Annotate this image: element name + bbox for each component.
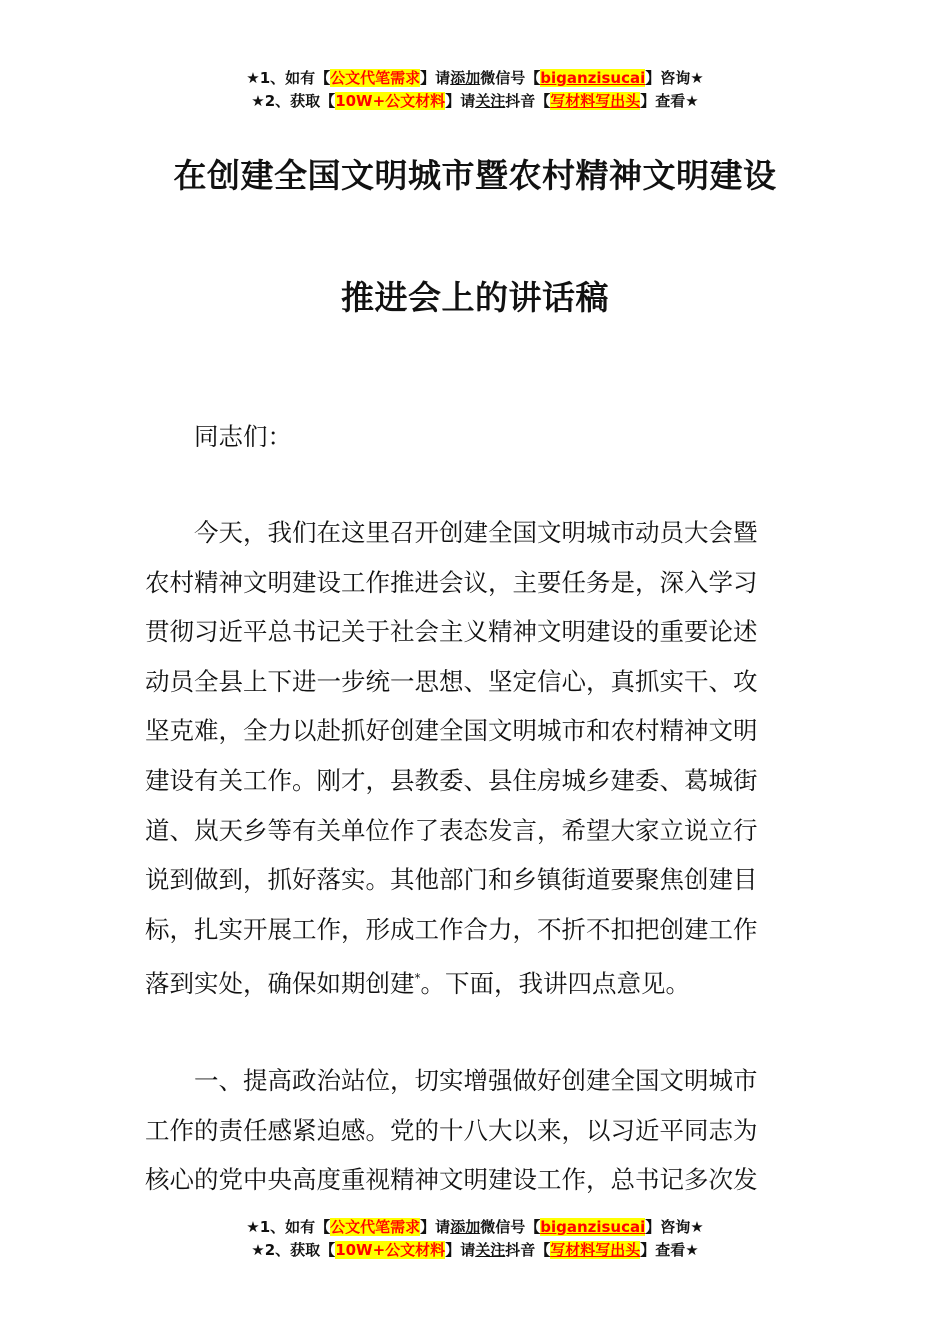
highlight-materials: 10W+公文材料	[335, 92, 446, 110]
document-title-line-1: 在创建全国文明城市暨农村精神文明建设	[173, 156, 777, 195]
paragraph-2	[145, 1056, 810, 1205]
greeting	[145, 412, 810, 462]
paragraph-2-text	[145, 1056, 810, 1205]
document-title-line-2: 推进会上的讲话稿	[341, 278, 609, 317]
text-line: 今天，我们在这里召开创建全国文明城市动员大会暨	[194, 518, 758, 547]
banner-text: ★1、如有【	[246, 1218, 331, 1236]
paragraph-1	[145, 508, 810, 1009]
underline-follow: 关注	[475, 92, 506, 110]
footer-banner	[0, 1216, 950, 1262]
header-banner	[0, 67, 950, 113]
highlight-service: 公文代笔需求	[330, 69, 421, 87]
text-line: 建设有关工作。刚才，县教委、县住房城乡建委、葛城街	[145, 765, 758, 795]
text-segment: 落到实处，确保如期创建	[145, 969, 415, 999]
highlight-materials: 10W+公文材料	[335, 1241, 446, 1259]
banner-text: 微信号【	[480, 69, 541, 87]
banner-text: 】查看★	[640, 1241, 699, 1259]
paragraph-1-text	[145, 508, 810, 1009]
text-segment: 。下面，我讲四点意见。	[420, 969, 690, 999]
banner-text: 】咨询★	[645, 1218, 704, 1236]
text-line: 农村精神文明建设工作推进会议，主要任务是，深入学习	[145, 567, 758, 597]
banner-text: ★2、获取【	[251, 1241, 336, 1259]
underline-follow: 关注	[475, 1241, 506, 1259]
banner-text: 抖音【	[505, 92, 551, 110]
banner-text: ★1、如有【	[246, 69, 331, 87]
highlight-wechat-id: biganzisucai	[540, 69, 646, 87]
text-line	[145, 954, 810, 1009]
footnote-mark: *	[414, 971, 421, 986]
banner-text: ★2、获取【	[251, 92, 336, 110]
banner-text: 微信号【	[480, 1218, 541, 1236]
banner-line-1	[0, 1216, 950, 1239]
banner-line-1	[0, 67, 950, 90]
text-line: 工作的责任感紧迫感。党的十八大以来，以习近平同志为	[145, 1115, 758, 1145]
underline-add: 添加	[450, 1218, 481, 1236]
text-line: 说到做到，抓好落实。其他部门和乡镇街道要聚焦创建目	[145, 865, 758, 895]
banner-text: 】请	[445, 92, 476, 110]
banner-text: 】请	[420, 1218, 451, 1236]
text-line: 道、岚天乡等有关单位作了表态发言，希望大家立说立行	[145, 815, 758, 845]
text-line: 核心的党中央高度重视精神文明建设工作，总书记多次发	[145, 1165, 758, 1195]
text-line: 贯彻习近平总书记关于社会主义精神文明建设的重要论述	[145, 617, 758, 647]
highlight-service: 公文代笔需求	[330, 1218, 421, 1236]
highlight-wechat-id: biganzisucai	[540, 1218, 646, 1236]
text-line: 动员全县上下进一步统一思想、坚定信心，真抓实干、攻	[145, 666, 758, 696]
banner-text: 】咨询★	[645, 69, 704, 87]
text-line: 标，扎实开展工作，形成工作合力，不折不扣把创建工作	[145, 914, 758, 944]
banner-text: 】请	[420, 69, 451, 87]
text-line: 一、提高政治站位，切实增强做好创建全国文明城市	[194, 1066, 758, 1095]
banner-text: 】请	[445, 1241, 476, 1259]
greeting-text: 同志们：	[194, 422, 292, 451]
banner-text: 】查看★	[640, 92, 699, 110]
text-line: 坚克难，全力以赴抓好创建全国文明城市和农村精神文明	[145, 716, 758, 746]
underline-add: 添加	[450, 69, 481, 87]
banner-text: 抖音【	[505, 1241, 551, 1259]
highlight-douyin-account: 写材料写出头	[550, 92, 641, 110]
banner-line-2	[0, 1239, 950, 1262]
banner-line-2	[0, 90, 950, 113]
highlight-douyin-account: 写材料写出头	[550, 1241, 641, 1259]
